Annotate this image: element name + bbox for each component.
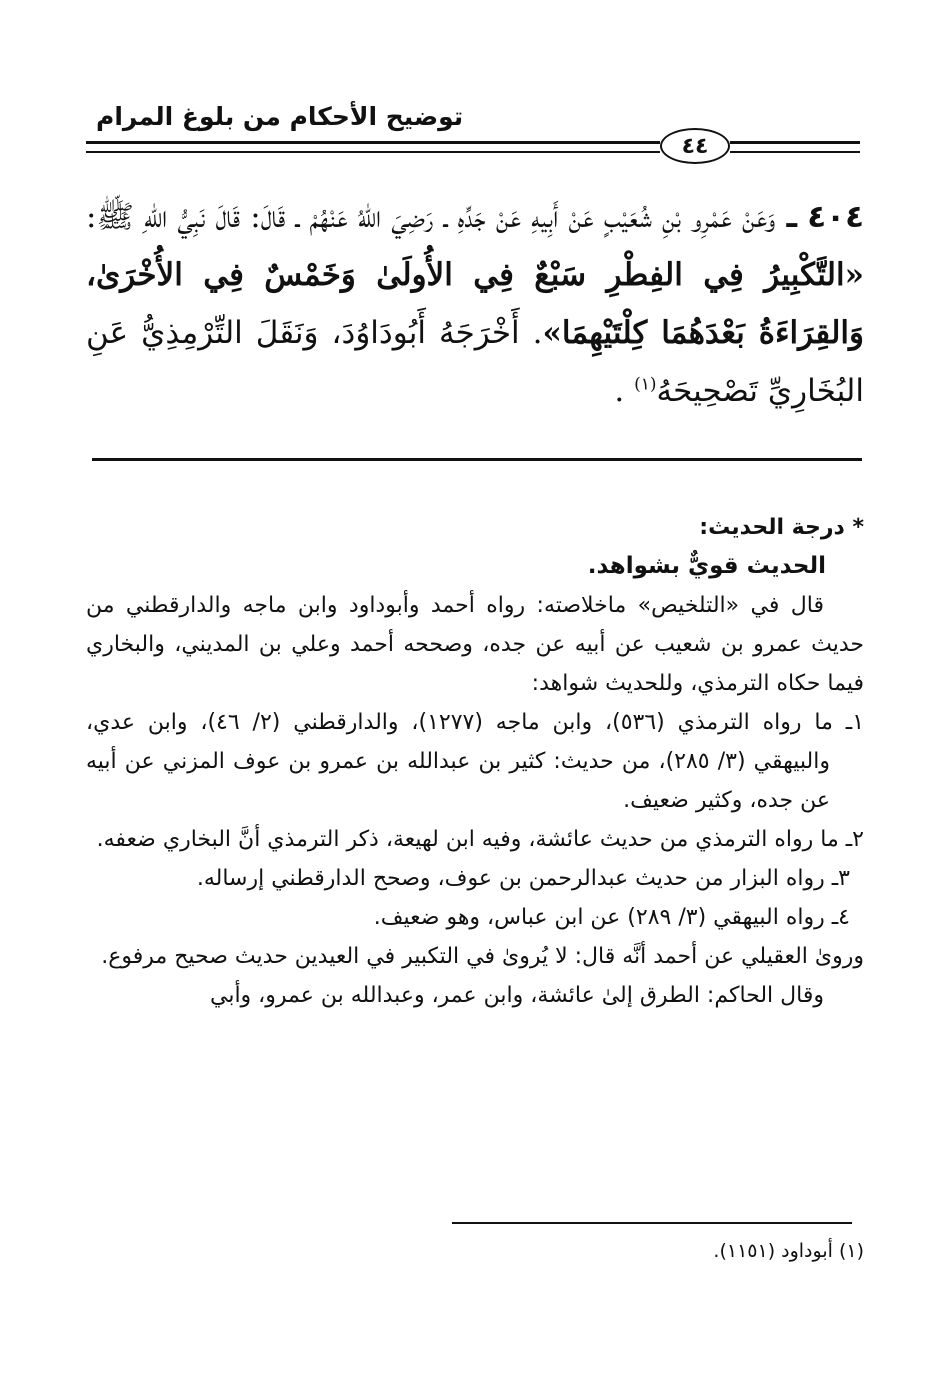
list-item: ١ـ ما رواه الترمذي (٥٣٦)، وابن ماجه (١٢٧٧)، والدارقطني (٢/ ٤٦)، وابن عدي، والبيهقي (٣/ ٢٨٥)، من حديث: كثير بن عبدالله بن عمرو بن عوف المزني عن أبيه عن جده، وكثير ضعيف.: [86, 710, 865, 813]
footnote-rule: [452, 1222, 852, 1224]
paragraph-uqayli: وروىٰ العقيلي عن أحمد أنَّه قال: لا يُروىٰ في التكبير في العيدين حديث صحيح مرفوع.: [101, 944, 864, 969]
section-heading: * درجة الحديث:: [699, 515, 864, 540]
list-item: ٢ـ ما رواه الترمذي من حديث عائشة، وفيه ابن لهيعة، ذكر الترمذي أنَّ البخاري ضعفه.: [96, 827, 864, 852]
hadith-rest: . أَخْرَجَهُ أَبُودَاوُدَ، وَنَقَلَ التِّرْمِذِيُّ عَنِ البُخَارِيِّ تَصْحِيحَهُ: [86, 315, 864, 409]
hadith-grade: الحديث قويٌّ بشواهد.: [587, 553, 826, 579]
hadith-line2: عَنْهُمْ ـ قَالَ: قَالَ نَبِيُّ اللهِ ﷺ:: [86, 199, 348, 235]
page-number: [660, 128, 730, 164]
section-separator: [92, 458, 862, 461]
paragraph-hakim: وقال الحاكم: الطرق إلىٰ عائشة، وابن عمر، وعبدالله بن عمرو، وأبي: [209, 983, 824, 1008]
list-item: ٣ـ رواه البزار من حديث عبدالرحمن بن عوف، وصحح الدارقطني إرساله.: [196, 866, 850, 891]
hadith-line1: وَعَنْ عَمْرِو بْنِ شُعَيْبٍ عَنْ أَبِيهِ عَنْ جَدِّهِ ـ رَضِيَ اللهُ: [357, 199, 776, 235]
header-rule-right-thin: [730, 151, 860, 153]
hadith-dash: ـ: [775, 199, 798, 235]
running-header-title: توضيح الأحكام من بلوغ المرام: [96, 102, 464, 131]
list-item: ٤ـ رواه البيهقي (٣/ ٢٨٩) عن ابن عباس، وهو ضعيف.: [373, 905, 850, 930]
page-number-text: ٤٤: [681, 133, 709, 159]
paragraph-talkhis: قال في «التلخيص» ماخلاصته: رواه أحمد وأبوداود وابن ماجه والدارقطني من حديث عمرو بن شعيب عن أبيه عن جده، وصححه أحمد وعلي بن المديني، والبخاري فيما حكاه الترمذي، وللحديث شواهد:: [86, 593, 864, 696]
commentary: [86, 508, 864, 1015]
hadith-number: ٤٠٤: [807, 199, 865, 235]
footnote-marker: (١): [634, 374, 657, 395]
header-rule-left-thick: [86, 141, 660, 144]
header-rule-right-thick: [730, 141, 860, 144]
header-rule-left-thin: [86, 151, 660, 153]
hadith-quote: «التَّكْبِيرُ فِي الفِطْرِ سَبْعٌ فِي الأُولَىٰ وَخَمْسٌ فِي الأُخْرَىٰ، وَالقِرَاءَةُ بَعْدَهُمَا كِلْتَيْهِمَا»: [86, 257, 864, 351]
hadith-end: .: [614, 373, 635, 409]
hadith-text: [86, 188, 864, 420]
footnote: (١) أبوداود (١١٥١).: [713, 1240, 864, 1262]
